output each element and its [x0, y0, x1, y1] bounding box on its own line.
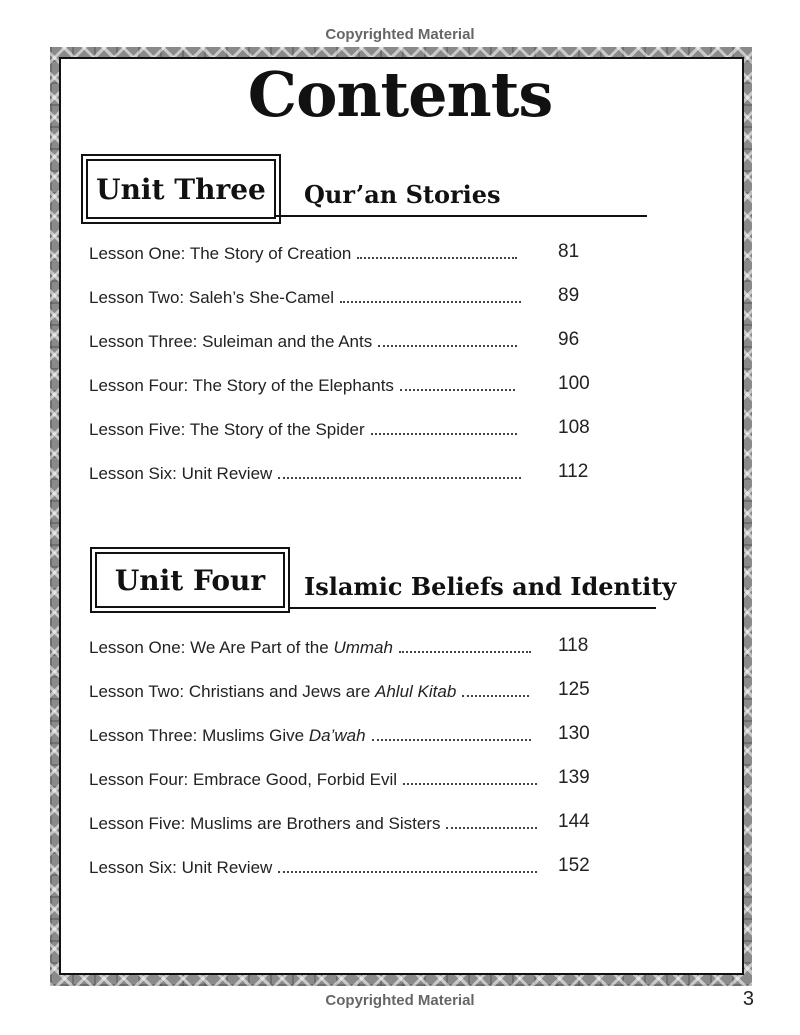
- unit-three-rule: [275, 215, 647, 217]
- dot-leader: [446, 827, 537, 829]
- page-number-unit4-lesson3: 130: [558, 723, 590, 744]
- page-number-unit3-lesson5: 108: [558, 417, 590, 438]
- toc-row-unit3-lesson6[interactable]: [89, 460, 527, 484]
- toc-row-unit4-lesson1[interactable]: [89, 634, 537, 658]
- lesson-title: Lesson Two: Saleh’s She-Camel: [89, 288, 335, 307]
- dot-leader: [378, 345, 517, 347]
- page-number-unit3-lesson1: 81: [558, 241, 580, 262]
- unit-four-label: Unit Four: [95, 552, 285, 608]
- dot-leader: [371, 433, 517, 435]
- dot-leader: [278, 477, 521, 479]
- unit-four-subtitle: Islamic Beliefs and Identity: [304, 572, 677, 601]
- unit-three-box: [81, 154, 281, 224]
- toc-row-unit4-lesson6[interactable]: [89, 854, 543, 878]
- dot-leader: [399, 651, 531, 653]
- toc-row-unit3-lesson1[interactable]: [89, 240, 523, 264]
- toc-row-unit3-lesson4[interactable]: [89, 372, 521, 396]
- dot-leader: [400, 389, 515, 391]
- page-number-unit4-lesson6: 152: [558, 855, 590, 876]
- lesson-title: Lesson Six: Unit Review: [89, 858, 273, 877]
- lesson-title: Lesson Five: Muslims are Brothers and Sisters: [89, 814, 441, 833]
- page-number-unit3-lesson2: 89: [558, 285, 580, 306]
- page-number-unit3-lesson3: 96: [558, 329, 580, 350]
- dot-leader: [340, 301, 521, 303]
- page-number-unit3-lesson4: 100: [558, 373, 590, 394]
- unit-four-rule: [288, 607, 656, 609]
- page-number-unit4-lesson1: 118: [558, 635, 589, 656]
- lesson-title: Lesson Five: The Story of the Spider: [89, 420, 365, 439]
- lesson-title: Lesson Four: The Story of the Elephants: [89, 376, 394, 395]
- page-number-unit4-lesson2: 125: [558, 679, 590, 700]
- unit-four-box: [90, 547, 290, 613]
- dot-leader: [357, 257, 517, 259]
- lesson-title: Lesson One: We Are Part of the Ummah: [89, 638, 393, 657]
- page-title: Contents: [247, 58, 553, 131]
- toc-row-unit4-lesson4[interactable]: [89, 766, 543, 790]
- toc-row-unit4-lesson3[interactable]: [89, 722, 537, 746]
- toc-row-unit3-lesson2[interactable]: [89, 284, 527, 308]
- lesson-title: Lesson Two: Christians and Jews are Ahlul Kitab: [89, 682, 457, 701]
- dot-leader: [462, 695, 529, 697]
- toc-row-unit4-lesson5[interactable]: [89, 810, 543, 834]
- lesson-title: Lesson Three: Suleiman and the Ants: [89, 332, 373, 351]
- dot-leader: [403, 783, 537, 785]
- unit-three-label: Unit Three: [86, 159, 276, 219]
- lesson-title: Lesson Four: Embrace Good, Forbid Evil: [89, 770, 398, 789]
- dot-leader: [372, 739, 531, 741]
- toc-row-unit3-lesson3[interactable]: [89, 328, 523, 352]
- toc-row-unit3-lesson5[interactable]: [89, 416, 523, 440]
- lesson-title: Lesson Three: Muslims Give Da’wah: [89, 726, 366, 745]
- lesson-title: Lesson Six: Unit Review: [89, 464, 273, 483]
- page-number-unit4-lesson5: 144: [558, 811, 590, 832]
- bottom-copyright-notice: Copyrighted Material: [325, 992, 475, 1009]
- lesson-title: Lesson One: The Story of Creation: [89, 244, 352, 263]
- page-number-unit4-lesson4: 139: [558, 767, 590, 788]
- top-copyright-notice: Copyrighted Material: [325, 26, 475, 43]
- dot-leader: [278, 871, 537, 873]
- page-number: 3: [742, 988, 754, 1010]
- toc-row-unit4-lesson2[interactable]: [89, 678, 535, 702]
- page-number-unit3-lesson6: 112: [558, 461, 589, 482]
- unit-three-subtitle: Qur’an Stories: [304, 180, 501, 209]
